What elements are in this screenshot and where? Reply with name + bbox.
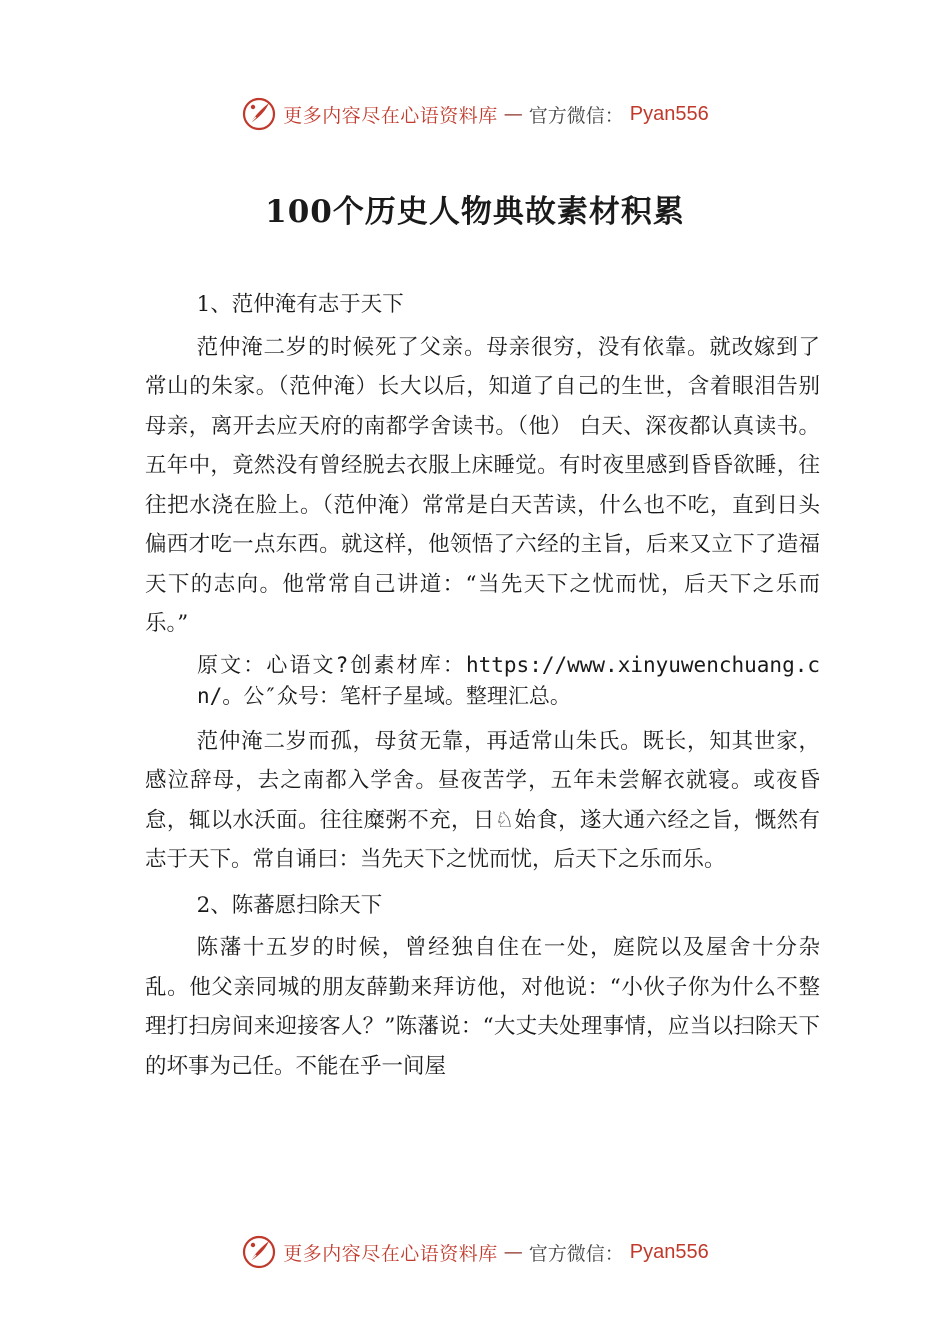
section-1-paragraph: 范仲淹二岁的时候死了父亲。母亲很穷，没有依靠。就改嫁到了常山的朱家。（范仲淹）长大以后，知道了自己的生世，含着眼泪告别母亲，离开去应天府的南都学舍读书。（他） 白天、深夜都认真读书。五年中，竟然没有曾经脱去衣服上床睡觉。有时夜里感到昏昏欲睡，往往把水浇在脸上。（范仲淹）常常是白天苦读，什么也不吃，直到日头偏西才吃一点东西。就这样，他领悟了六经的主旨，后来又立下了造福天下的志向。他常常自己讲道：“当先天下之忧而忧，后天下之乐而乐。” xyxy=(145,334,820,636)
section-2-paragraph: 陈藩十五岁的时候，曾经独自住在一处，庭院以及屋舍十分杂乱。他父亲同城的朋友薛勤来拜访他，对他说：“小伙子你为什么不整理打扫房间来迎接客人？”陈藩说：“大丈夫处理事情，应当以扫除天下的坏事为己任。不能在乎一间屋 xyxy=(145,935,820,1079)
banner-wechat-label: 官方微信： xyxy=(528,104,624,127)
banner-site-text: 更多内容尽在心语资料库 xyxy=(283,104,498,127)
footer-banner xyxy=(0,1230,950,1274)
banner-wechat-label: 官方微信： xyxy=(528,1242,624,1265)
section-1-source-note: 原文：心语文?创素材库：https://www.xinyuwenchuang.cn/。公″众号：笔杆子星域。整理汇总。 xyxy=(197,652,820,708)
header-banner xyxy=(0,92,950,136)
section-1-heading: 1、范仲淹有志于天下 xyxy=(196,292,404,317)
section-2-heading: 2、陈蕃愿扫除天下 xyxy=(196,892,383,918)
banner-dash: — xyxy=(503,1241,523,1263)
banner-site-text: 更多内容尽在心语资料库 xyxy=(283,1242,498,1265)
quill-logo-icon xyxy=(241,1234,277,1270)
page-title: 100个历史人物典故素材积累 xyxy=(265,194,685,230)
document-body xyxy=(145,285,820,1092)
banner-wechat-id: Pyan556 xyxy=(629,1240,709,1263)
banner-dash: — xyxy=(503,103,523,125)
section-1-original-text: 范仲淹二岁而孤，母贫无靠，再适常山朱氏。既长，知其世家，感泣辞母，去之南都入学舍。昼夜苦学，五年未尝解衣就寝。或夜昏怠，辄以水沃面。往往糜粥不充，日♘始食，遂大通六经之旨，慨然有志于天下。常自诵曰：当先天下之忧而忧，后天下之乐而乐。 xyxy=(145,728,820,872)
quill-logo-icon xyxy=(241,96,277,132)
banner-wechat-id: Pyan556 xyxy=(629,102,709,125)
